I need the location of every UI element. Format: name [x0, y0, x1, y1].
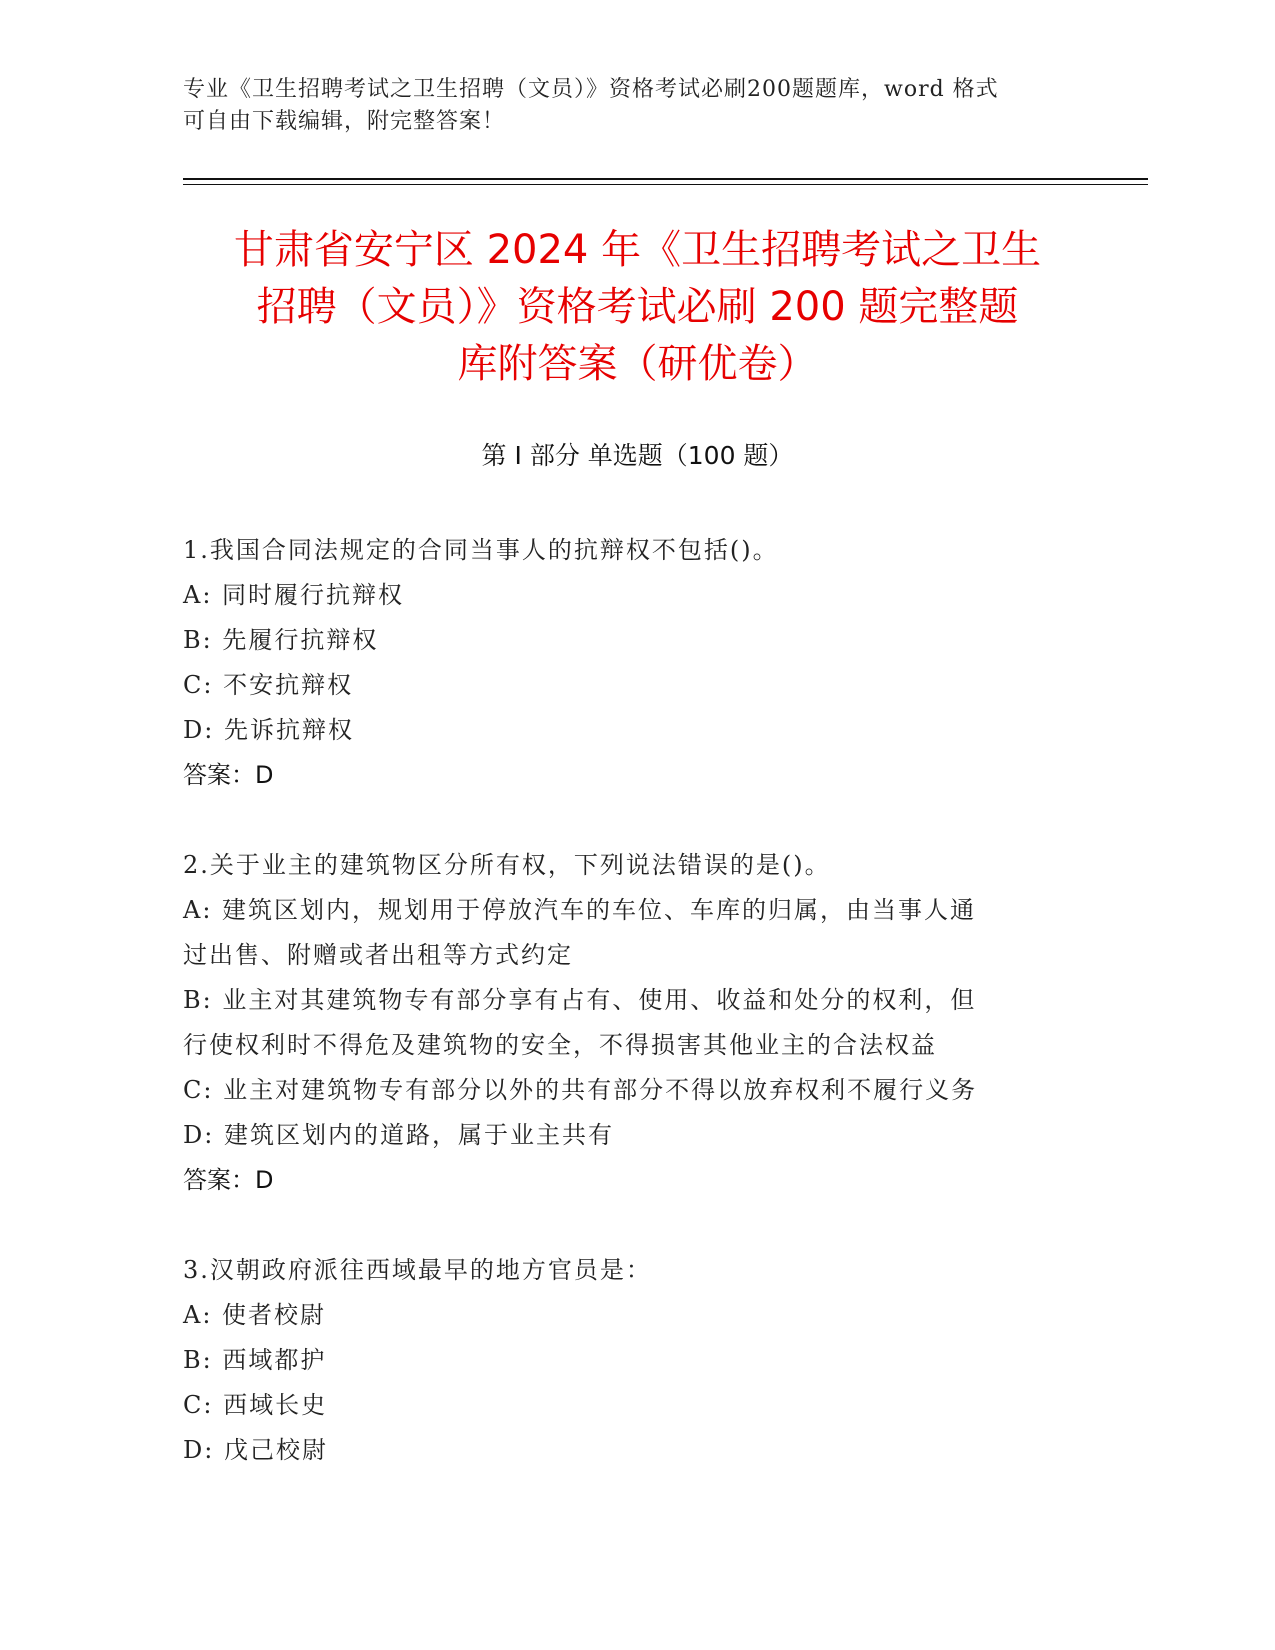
option-b: B: 西域都护	[183, 1346, 327, 1374]
section-heading: 第 I 部分 单选题（100 题）	[481, 441, 794, 470]
option-d: D: 先诉抗辩权	[183, 716, 354, 744]
question-stem: 1.我国合同法规定的合同当事人的抗辩权不包括()。	[183, 536, 779, 564]
header-note	[183, 74, 1083, 138]
answer: 答案：D	[183, 1166, 274, 1194]
option-a: A: 同时履行抗辩权	[183, 581, 405, 609]
option-a: A: 建筑区划内，规划用于停放汽车的车位、车库的归属，由当事人通	[183, 896, 977, 924]
option-c: C: 不安抗辩权	[183, 671, 354, 699]
header-divider-thick	[183, 178, 1148, 180]
header-note-line-2: 可自由下载编辑，附完整答案！	[183, 109, 506, 134]
question-3	[183, 1248, 1073, 1473]
header-note-line-1: 专业《卫生招聘考试之卫生招聘（文员）》资格考试必刷200题题库，word 格式	[183, 77, 999, 102]
document-title-line-3: 库附答案（研优卷）	[457, 341, 818, 387]
option-a: A: 使者校尉	[183, 1301, 327, 1329]
option-c: C: 业主对建筑物专有部分以外的共有部分不得以放弃权利不履行义务	[183, 1076, 978, 1104]
question-stem: 3.汉朝政府派往西域最早的地方官员是：	[183, 1256, 652, 1284]
question-2	[183, 843, 1073, 1203]
option-c: C: 西域长史	[183, 1391, 328, 1419]
question-list	[183, 528, 1073, 1518]
question-stem: 2.关于业主的建筑物区分所有权，下列说法错误的是()。	[183, 851, 831, 879]
document-title-line-2: 招聘（文员）》资格考试必刷 200 题完整题	[256, 284, 1019, 330]
document-title	[160, 222, 1115, 393]
header-divider-thin	[183, 184, 1148, 185]
option-a-continued: 过出售、附赠或者出租等方式约定	[183, 941, 573, 969]
document-title-line-1: 甘肃省安宁区 2024 年《卫生招聘考试之卫生	[233, 227, 1042, 273]
answer: 答案：D	[183, 761, 274, 789]
option-b-continued: 行使权利时不得危及建筑物的安全，不得损害其他业主的合法权益	[183, 1031, 937, 1059]
option-d: D: 戊己校尉	[183, 1436, 328, 1464]
option-b: B: 先履行抗辩权	[183, 626, 379, 654]
question-1	[183, 528, 1073, 798]
option-b: B: 业主对其建筑物专有部分享有占有、使用、收益和处分的权利，但	[183, 986, 977, 1014]
option-d: D: 建筑区划内的道路，属于业主共有	[183, 1121, 614, 1149]
